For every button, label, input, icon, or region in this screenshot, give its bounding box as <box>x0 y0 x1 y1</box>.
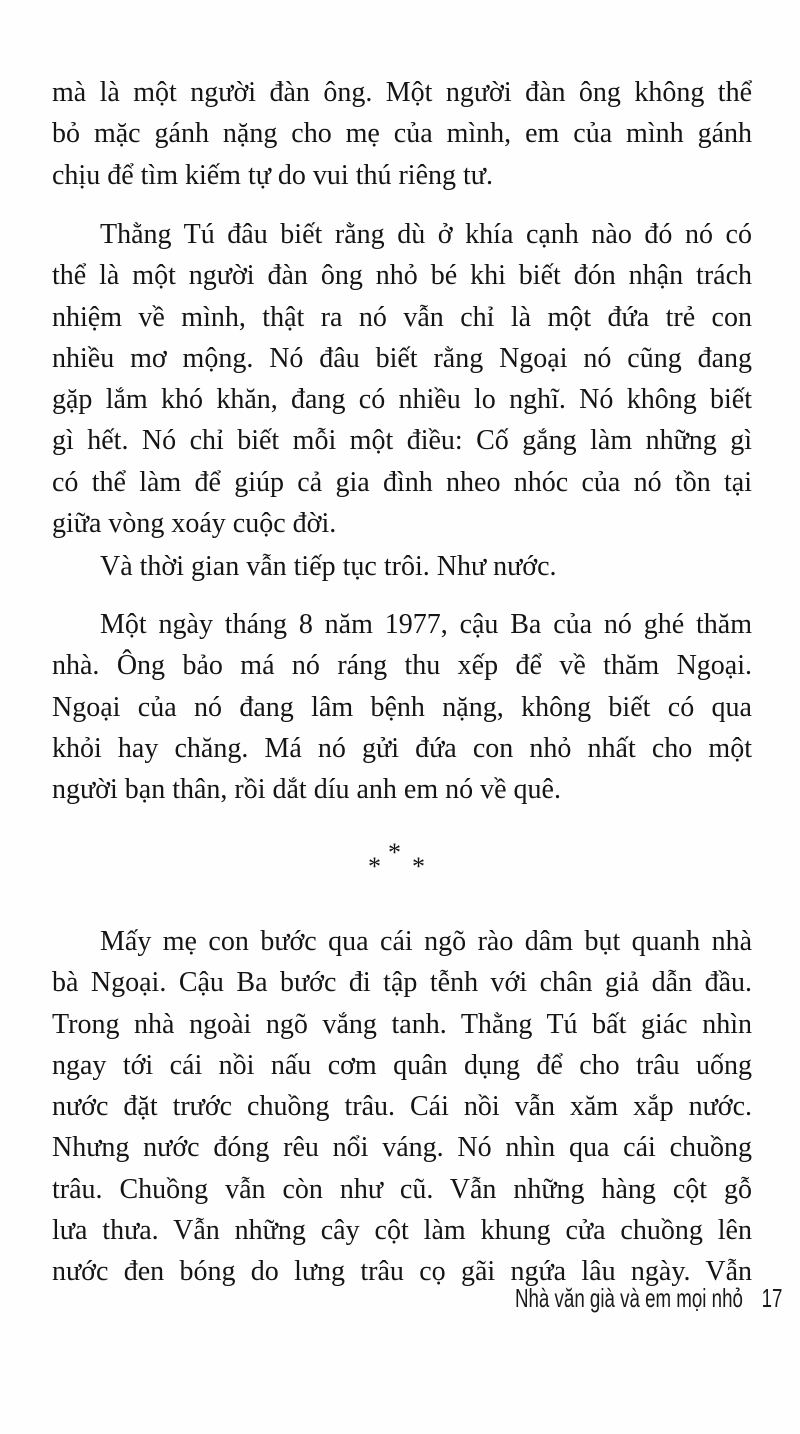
text-line: gì hết. Nó chỉ biết mỗi một điều: Cố gắng làm những gì <box>52 425 752 457</box>
text-line: gặp lắm khó khăn, đang có nhiều lo nghĩ. Nó không biết <box>52 384 752 416</box>
text-line: giữa vòng xoáy cuộc đời. <box>52 508 337 540</box>
running-title: Nhà văn già và em mọi nhỏ <box>514 1283 743 1313</box>
paragraph <box>52 546 752 587</box>
text-line: ngay tới cái nồi nấu cơm quân dụng để cho trâu uống <box>52 1049 752 1081</box>
page-number: 17 <box>761 1283 782 1313</box>
paragraph <box>52 214 752 544</box>
text-line: Mấy mẹ con bước qua cái ngõ rào dâm bụt quanh nhà <box>100 926 752 957</box>
paragraph <box>52 604 752 810</box>
text-line: lưa thưa. Vẫn những cây cột làm khung cửa chuồng lên <box>52 1215 752 1247</box>
text-line: mà là một người đàn ông. Một người đàn ông không thể <box>52 77 752 108</box>
text-line: Một ngày tháng 8 năm 1977, cậu Ba của nó ghé thăm <box>100 609 752 640</box>
text-line: bà Ngoại. Cậu Ba bước đi tập tễnh với chân giả dẫn đầu. <box>52 967 752 999</box>
text-line: Trong nhà ngoài ngõ vắng tanh. Thằng Tú bất giác nhìn <box>52 1008 752 1040</box>
page-footer <box>515 1283 782 1314</box>
text-line: Và thời gian vẫn tiếp tục trôi. Như nước. <box>100 551 557 582</box>
text-line: nhiệm về mình, thật ra nó vẫn chỉ là một đứa trẻ con <box>52 301 752 333</box>
text-line: nước đen bóng do lưng trâu cọ gãi ngứa lâu ngày. Vẫn <box>52 1256 752 1288</box>
asterisk: * <box>388 838 401 867</box>
paragraph <box>52 921 752 1293</box>
text-line: Thằng Tú đâu biết rằng dù ở khía cạnh nào đó nó có <box>100 219 752 250</box>
text-line: người bạn thân, rồi dắt díu anh em nó về quê. <box>52 774 561 806</box>
text-line: nhà. Ông bảo má nó ráng thu xếp để về thăm Ngoại. <box>52 650 752 682</box>
text-line: chịu để tìm kiếm tự do vui thú riêng tư. <box>52 159 493 191</box>
section-break-asterism <box>360 838 430 888</box>
text-line: bỏ mặc gánh nặng cho mẹ của mình, em của mình gánh <box>52 118 752 150</box>
text-line: thể là một người đàn ông nhỏ bé khi biết đón nhận trách <box>52 260 752 292</box>
text-line: Ngoại của nó đang lâm bệnh nặng, không biết có qua <box>52 691 752 723</box>
text-line: nước đặt trước chuồng trâu. Cái nồi vẫn xăm xắp nước. <box>52 1091 752 1123</box>
text-line: có thể làm để giúp cả gia đình nheo nhóc của nó tồn tại <box>52 466 752 498</box>
text-line: khỏi hay chăng. Má nó gửi đứa con nhỏ nhất cho một <box>52 732 752 764</box>
asterisk: * <box>412 852 425 881</box>
asterisk: * <box>368 852 381 881</box>
paragraph-continuation <box>52 72 752 196</box>
text-line: trâu. Chuồng vẫn còn như cũ. Vẫn những hàng cột gỗ <box>52 1173 752 1205</box>
text-line: Nhưng nước đóng rêu nổi váng. Nó nhìn qua cái chuồng <box>52 1132 752 1164</box>
text-line: nhiều mơ mộng. Nó đâu biết rằng Ngoại nó cũng đang <box>52 342 752 374</box>
